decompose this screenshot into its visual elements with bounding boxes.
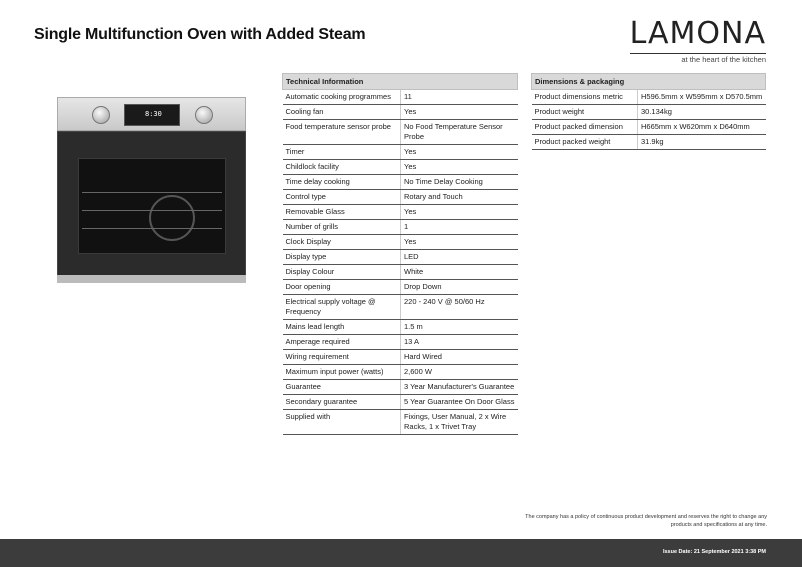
oven-rack [82, 192, 222, 193]
oven-rack [82, 210, 222, 211]
table-row [283, 205, 518, 220]
table-row [283, 250, 518, 265]
issue-date: Issue Date: 21 September 2021 3:38 PM [662, 549, 766, 555]
row-value: 5 Year Guarantee On Door Glass [401, 395, 518, 410]
row-value: 1 [401, 220, 518, 235]
row-label: Amperage required [283, 335, 401, 350]
table-row [283, 90, 518, 105]
table-row [532, 90, 766, 105]
row-value: Yes [401, 105, 518, 120]
row-value: Yes [401, 145, 518, 160]
left-knob [92, 106, 110, 124]
row-label: Timer [283, 145, 401, 160]
oven-window [78, 158, 226, 254]
row-value: Yes [401, 205, 518, 220]
table-row [283, 265, 518, 280]
right-knob [195, 106, 213, 124]
table-row [283, 105, 518, 120]
table-row [283, 175, 518, 190]
oven-door [57, 131, 246, 283]
row-label: Guarantee [283, 380, 401, 395]
row-value: Yes [401, 235, 518, 250]
table-row [532, 105, 766, 120]
row-value: Drop Down [401, 280, 518, 295]
oven-fan [149, 195, 195, 241]
row-label: Food temperature sensor probe [283, 120, 401, 145]
row-label: Control type [283, 190, 401, 205]
row-value: 3 Year Manufacturer's Guarantee [401, 380, 518, 395]
footer-bar [0, 539, 802, 567]
row-label: Time delay cooking [283, 175, 401, 190]
table-row [283, 395, 518, 410]
row-value: 30.134kg [638, 105, 766, 120]
row-label: Mains lead length [283, 320, 401, 335]
brand-logo [630, 16, 766, 64]
dimensions-heading: Dimensions & packaging [532, 74, 766, 90]
table-row [283, 280, 518, 295]
row-label: Product dimensions metric [532, 90, 638, 105]
technical-information-table [282, 73, 518, 435]
table-row [532, 135, 766, 150]
row-label: Automatic cooking programmes [283, 90, 401, 105]
row-value: 11 [401, 90, 518, 105]
row-label: Number of grills [283, 220, 401, 235]
table-row [532, 120, 766, 135]
row-value: LED [401, 250, 518, 265]
row-value: Hard Wired [401, 350, 518, 365]
row-value: H596.5mm x W595mm x D570.5mm [638, 90, 766, 105]
row-label: Display Colour [283, 265, 401, 280]
row-label: Supplied with [283, 410, 401, 435]
row-value: 31.9kg [638, 135, 766, 150]
oven-display-text: 8:30 [145, 110, 162, 118]
table-row [283, 295, 518, 320]
row-value: H665mm x W620mm x D640mm [638, 120, 766, 135]
brand-tagline: at the heart of the kitchen [630, 53, 766, 64]
row-label: Wiring requirement [283, 350, 401, 365]
table-row [283, 380, 518, 395]
row-label: Product packed weight [532, 135, 638, 150]
row-label: Electrical supply voltage @ Frequency [283, 295, 401, 320]
oven-base [57, 275, 246, 283]
table-row [283, 350, 518, 365]
row-label: Maximum input power (watts) [283, 365, 401, 380]
oven-rack [82, 228, 222, 229]
table-row [283, 320, 518, 335]
table-row [283, 235, 518, 250]
technical-information-heading: Technical Information [283, 74, 518, 90]
oven-control-panel [57, 97, 246, 131]
row-value: White [401, 265, 518, 280]
product-image [57, 97, 246, 283]
row-value: Yes [401, 160, 518, 175]
table-row [283, 365, 518, 380]
table-row [283, 190, 518, 205]
dimensions-table [531, 73, 766, 150]
row-value: 220 - 240 V @ 50/60 Hz [401, 295, 518, 320]
row-label: Removable Glass [283, 205, 401, 220]
row-label: Clock Display [283, 235, 401, 250]
oven-display [124, 104, 180, 126]
table-row [283, 335, 518, 350]
disclaimer: The company has a policy of continuous product development and reserves the right to change any products and specifications at any time. [525, 514, 767, 528]
row-value: 2,600 W [401, 365, 518, 380]
row-value: Rotary and Touch [401, 190, 518, 205]
table-row [283, 410, 518, 435]
row-value: Fixings, User Manual, 2 x Wire Racks, 1 x Trivet Tray [401, 410, 518, 435]
row-label: Door opening [283, 280, 401, 295]
row-label: Childlock facility [283, 160, 401, 175]
row-value: 13 A [401, 335, 518, 350]
row-label: Secondary guarantee [283, 395, 401, 410]
row-label: Display type [283, 250, 401, 265]
table-row [283, 160, 518, 175]
row-value: No Time Delay Cooking [401, 175, 518, 190]
row-label: Product packed dimension [532, 120, 638, 135]
table-row [283, 120, 518, 145]
page-title: Single Multifunction Oven with Added Steam [34, 26, 366, 43]
row-value: No Food Temperature Sensor Probe [401, 120, 518, 145]
table-row [283, 220, 518, 235]
row-value: 1.5 m [401, 320, 518, 335]
row-label: Cooling fan [283, 105, 401, 120]
table-row [283, 145, 518, 160]
row-label: Product weight [532, 105, 638, 120]
brand-name: LAMONA [629, 16, 766, 51]
